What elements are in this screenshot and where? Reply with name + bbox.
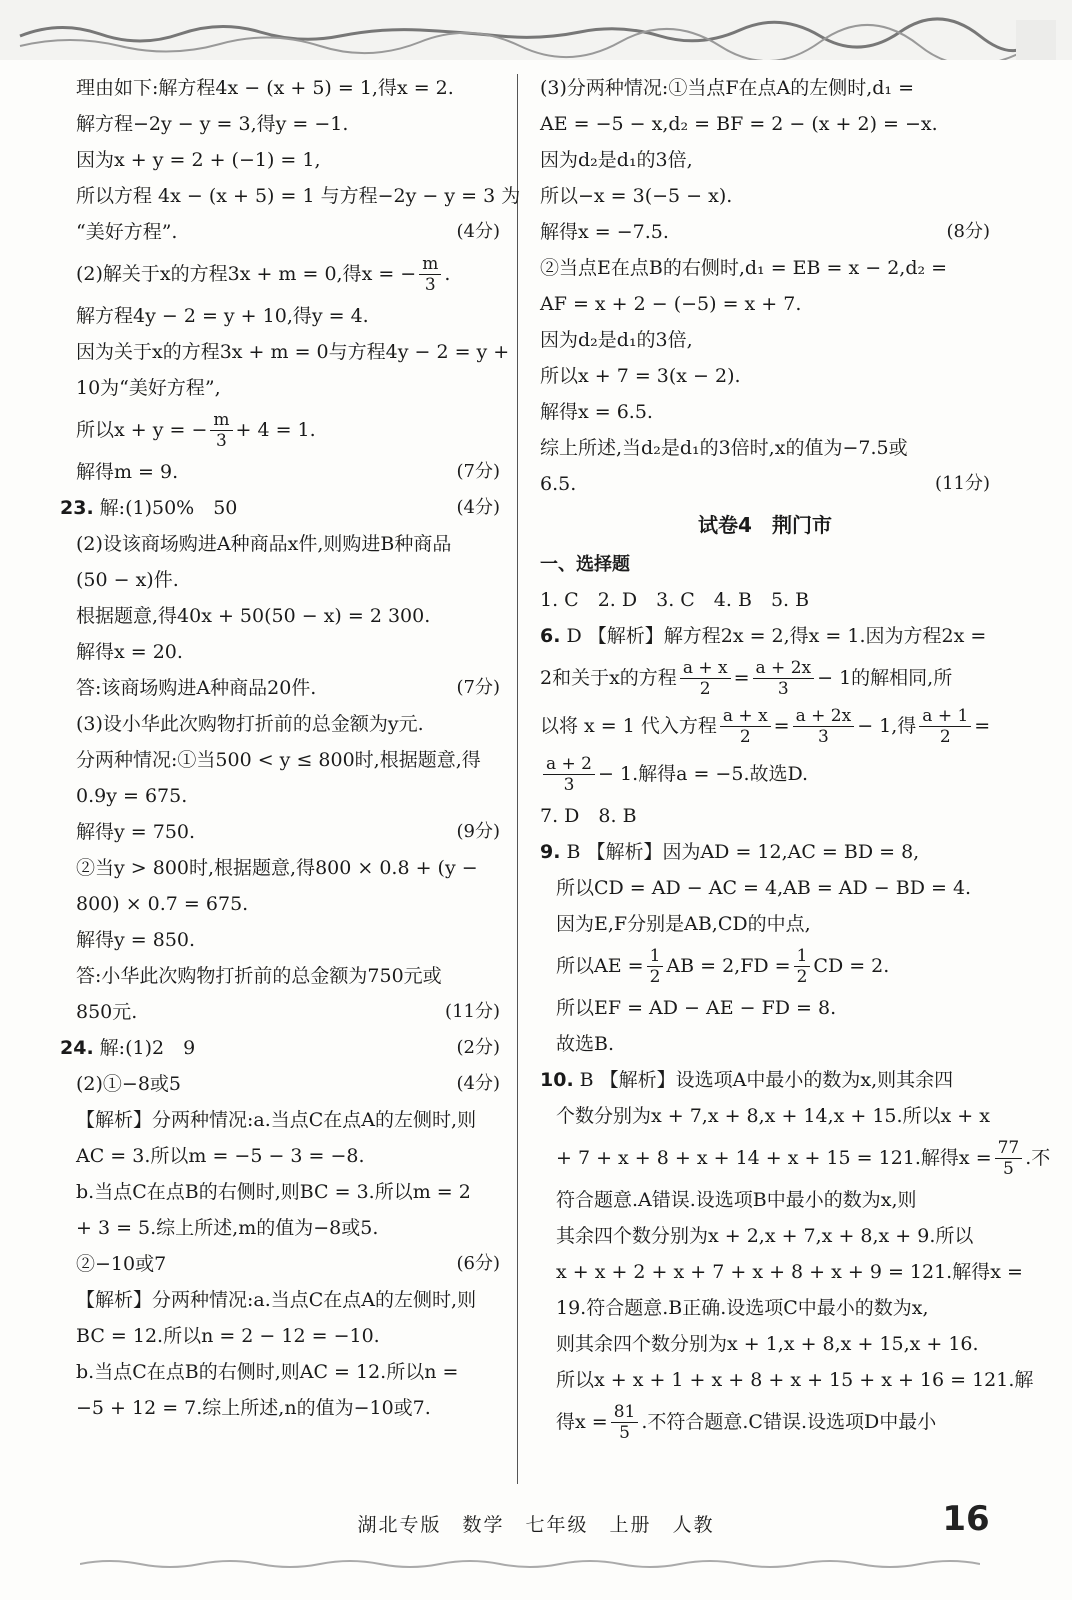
line-text: 2和关于x的方程	[540, 667, 677, 689]
text-line: AC = 3.所以m = −5 − 3 = −8.	[76, 1145, 365, 1167]
column-divider	[517, 74, 518, 1484]
score-label: (4分)	[456, 497, 500, 518]
text-line: 0.9y = 675.	[76, 785, 188, 807]
fraction	[794, 946, 811, 987]
score-label: (11分)	[445, 1001, 500, 1022]
text-line	[540, 466, 990, 502]
line-text: (2)①−8或5	[76, 1073, 182, 1095]
text-line: 所以x + 7 = 3(x − 2).	[540, 365, 741, 387]
text-line: 所以CD = AD − AC = 4,AB = AD − BD = 4.	[556, 877, 972, 899]
text-line: (2)设该商场购进A种商品x件,则购进B种商品	[76, 533, 452, 555]
text-line	[60, 406, 500, 454]
question-line	[60, 1030, 500, 1066]
decorative-bottom-strip	[80, 1556, 980, 1572]
line-text: 解得y = 750.	[76, 821, 196, 843]
text-line: 其余四个数分别为x + 2,x + 7,x + 8,x + 9.所以	[556, 1225, 974, 1247]
text-line: (3)分两种情况:①当点F在点A的左侧时,d₁ =	[540, 77, 914, 99]
score-label: (9分)	[456, 821, 500, 842]
line-text: “美好方程”.	[76, 221, 178, 243]
question-number: 10.	[540, 1069, 574, 1091]
line-text: + 7 + x + 8 + x + 14 + x + 15 = 121.解得x =	[556, 1147, 992, 1169]
fraction-numerator: m	[419, 254, 441, 275]
text-line: 根据题意,得40x + 50(50 − x) = 2 300.	[76, 605, 431, 627]
section-title: 试卷4 荆门市	[698, 513, 832, 537]
text-line: b.当点C在点B的右侧时,则BC = 3.所以m = 2	[76, 1181, 471, 1203]
text-line: 所以EF = AD − AE − FD = 8.	[556, 997, 837, 1019]
fraction-denominator: 2	[939, 726, 951, 747]
text-line	[540, 1134, 1051, 1182]
score-label: (4分)	[456, 221, 500, 242]
text-line: ②当y > 800时,根据题意,得800 × 0.8 + (y −	[76, 857, 478, 879]
line-text: 解得x = −7.5.	[540, 221, 669, 243]
fraction-denominator: 3	[424, 274, 436, 295]
line-text: 答:该商场购进A种商品20件.	[76, 677, 317, 699]
score-label: (11分)	[935, 473, 990, 494]
fraction	[647, 946, 664, 987]
line-text: D 【解析】解方程2x = 2,得x = 1.因为方程2x =	[566, 625, 987, 647]
fraction-numerator: a + x	[680, 658, 731, 679]
line-text: AB = 2,FD =	[666, 955, 791, 977]
question-number: 23.	[60, 497, 94, 519]
fraction	[419, 254, 441, 295]
text-line	[60, 814, 500, 850]
line-text: 850元.	[76, 1001, 138, 1023]
fraction-numerator: 1	[794, 946, 811, 967]
text-line: 【解析】分两种情况:a.当点C在点A的左侧时,则	[76, 1289, 477, 1311]
line-text: =	[773, 715, 790, 737]
text-line: x + x + 2 + x + 7 + x + 8 + x + 9 = 121.解得x =	[556, 1261, 1023, 1283]
fraction-numerator: 81	[611, 1402, 639, 1423]
text-line: ②当点E在点B的右侧时,d₁ = EB = x − 2,d₂ =	[540, 257, 948, 279]
line-text: − 1的解相同,所	[817, 667, 953, 689]
fraction-numerator: a + 1	[919, 706, 971, 727]
text-line	[60, 1066, 500, 1102]
fraction-denominator: 2	[739, 726, 751, 747]
text-line	[540, 750, 990, 798]
fraction	[793, 706, 855, 747]
text-line: 因为E,F分别是AB,CD的中点,	[556, 913, 811, 935]
fraction-denominator: 3	[216, 430, 227, 451]
text-line: 理由如下:解方程4x − (x + 5) = 1,得x = 2.	[76, 77, 454, 99]
text-line: BC = 12.所以n = 2 − 12 = −10.	[76, 1325, 380, 1347]
text-line	[60, 994, 500, 1030]
fraction	[543, 754, 595, 795]
question-line	[540, 618, 990, 654]
fraction-numerator: m	[210, 410, 232, 431]
text-line: 解得x = 6.5.	[540, 401, 653, 423]
line-text: 以将 x = 1 代入方程	[540, 715, 717, 737]
fraction-denominator: 3	[777, 678, 789, 699]
fraction-numerator: 1	[647, 946, 664, 967]
text-line: 800) × 0.7 = 675.	[76, 893, 249, 915]
text-line	[60, 250, 500, 298]
text-line: 因为x + y = 2 + (−1) = 1,	[76, 149, 321, 171]
line-text: =	[733, 667, 750, 689]
fraction	[919, 706, 971, 747]
line-text: 所以AE =	[556, 955, 644, 977]
section-subheading: 一、选择题	[540, 554, 630, 575]
text-line	[60, 454, 500, 490]
line-text: 解:(1)50% 50	[99, 497, 238, 519]
line-text: .	[444, 263, 451, 285]
text-line: + 3 = 5.综上所述,m的值为−8或5.	[76, 1217, 379, 1239]
text-line: (3)设小华此次购物打折前的总金额为y元.	[76, 713, 424, 735]
text-line: 综上所述,当d₂是d₁的3倍时,x的值为−7.5或	[540, 437, 908, 459]
text-line: 符合题意.A错误.设选项B中最小的数为x,则	[556, 1189, 917, 1211]
line-text: =	[974, 715, 991, 737]
line-text: .不符合题意.C错误.设选项D中最小	[641, 1411, 937, 1433]
text-line: 分两种情况:①当500 < y ≤ 800时,根据题意,得	[76, 749, 481, 771]
left-column	[60, 70, 521, 1426]
text-line: −5 + 12 = 7.综上所述,n的值为−10或7.	[76, 1397, 431, 1419]
line-text: 6.5.	[540, 473, 577, 495]
text-line	[540, 1398, 990, 1446]
fraction-numerator: a + 2x	[753, 658, 815, 679]
line-text: 得x =	[556, 1411, 608, 1433]
right-column	[540, 70, 1051, 1446]
line-text: 解得m = 9.	[76, 461, 179, 483]
line-text: B 【解析】因为AD = 12,AC = BD = 8,	[566, 841, 920, 863]
fraction-numerator: 77	[995, 1138, 1023, 1159]
page-footer: 湖北专版 数学 七年级 上册 人教	[357, 1514, 715, 1536]
fraction-denominator: 2	[699, 678, 711, 699]
text-line: b.当点C在点B的右侧时,则AC = 12.所以n =	[76, 1361, 459, 1383]
fraction-numerator: a + 2	[543, 754, 595, 775]
fraction-denominator: 2	[649, 966, 661, 987]
text-line: 所以x + x + 1 + x + 8 + x + 15 + x + 16 = 121.解	[556, 1369, 1034, 1391]
score-label: (2分)	[456, 1037, 500, 1058]
text-line: 因为d₂是d₁的3倍,	[540, 329, 693, 351]
question-line	[60, 490, 500, 526]
text-line: 【解析】分两种情况:a.当点C在点A的左侧时,则	[76, 1109, 477, 1131]
text-line: 10为“美好方程”,	[76, 377, 221, 399]
question-number: 6.	[540, 625, 561, 647]
text-line: AF = x + 2 − (−5) = x + 7.	[540, 293, 802, 315]
score-label: (4分)	[456, 1073, 500, 1094]
text-line: 解方程4y − 2 = y + 10,得y = 4.	[76, 305, 369, 327]
fraction	[720, 706, 771, 747]
text-line: 所以方程 4x − (x + 5) = 1 与方程−2y − y = 3 为	[76, 185, 521, 207]
text-line: 所以−x = 3(−5 − x).	[540, 185, 733, 207]
text-line: (50 − x)件.	[76, 569, 179, 591]
fraction-denominator: 2	[796, 966, 808, 987]
line-text: CD = 2.	[813, 955, 890, 977]
line-text: − 1,得	[857, 715, 917, 737]
score-label: (6分)	[456, 1253, 500, 1274]
score-label: (8分)	[946, 221, 990, 242]
text-line: 因为d₂是d₁的3倍,	[540, 149, 693, 171]
text-line	[540, 702, 990, 750]
text-line: 因为关于x的方程3x + m = 0与方程4y − 2 = y +	[76, 341, 510, 363]
text-line: 则其余四个数分别为x + 1,x + 8,x + 15,x + 16.	[556, 1333, 979, 1355]
answer-line: 1. C 2. D 3. C 4. B 5. B	[540, 589, 810, 611]
line-text: − 1.解得a = −5.故选D.	[598, 763, 809, 785]
text-line: 19.符合题意.B正确.设选项C中最小的数为x,	[556, 1297, 929, 1319]
text-line	[60, 1246, 500, 1282]
text-line	[60, 670, 500, 706]
question-number: 24.	[60, 1037, 94, 1059]
line-text: 所以x + y = −	[76, 419, 208, 441]
line-text: ②−10或7	[76, 1253, 167, 1275]
fraction-numerator: a + 2x	[793, 706, 855, 727]
decorative-top-border	[0, 0, 1072, 60]
fraction-numerator: a + x	[720, 706, 771, 727]
fraction	[680, 658, 731, 699]
line-text: .不	[1025, 1147, 1051, 1169]
text-line: AE = −5 − x,d₂ = BF = 2 − (x + 2) = −x.	[540, 113, 938, 135]
text-line	[60, 214, 500, 250]
text-line	[540, 654, 990, 702]
page-number: 16	[942, 1499, 990, 1539]
fraction-denominator: 5	[619, 1422, 630, 1443]
question-number: 9.	[540, 841, 561, 863]
text-line: 答:小华此次购物打折前的总金额为750元或	[76, 965, 442, 987]
answer-line: 7. D 8. B	[540, 805, 637, 827]
fraction	[611, 1402, 639, 1443]
fraction-denominator: 3	[817, 726, 829, 747]
fraction	[210, 410, 232, 451]
score-label: (7分)	[456, 461, 500, 482]
text-line	[540, 942, 990, 990]
fraction	[753, 658, 815, 699]
text-line: 解得x = 20.	[76, 641, 183, 663]
text-line: 解方程−2y − y = 3,得y = −1.	[76, 113, 349, 135]
line-text: + 4 = 1.	[235, 419, 316, 441]
question-line	[540, 1062, 990, 1098]
line-text: (2)解关于x的方程3x + m = 0,得x = −	[76, 263, 417, 285]
fraction	[995, 1138, 1023, 1179]
text-line	[540, 214, 990, 250]
fraction-denominator: 3	[563, 774, 575, 795]
line-text: 解:(1)2 9	[99, 1037, 196, 1059]
fraction-denominator: 5	[1003, 1158, 1014, 1179]
score-label: (7分)	[456, 677, 500, 698]
question-line	[540, 834, 990, 870]
text-line: 故选B.	[556, 1033, 615, 1055]
line-text: B 【解析】设选项A中最小的数为x,则其余四	[579, 1069, 954, 1091]
text-line: 个数分别为x + 7,x + 8,x + 14,x + 15.所以x + x	[556, 1105, 990, 1127]
text-line: 解得y = 850.	[76, 929, 196, 951]
